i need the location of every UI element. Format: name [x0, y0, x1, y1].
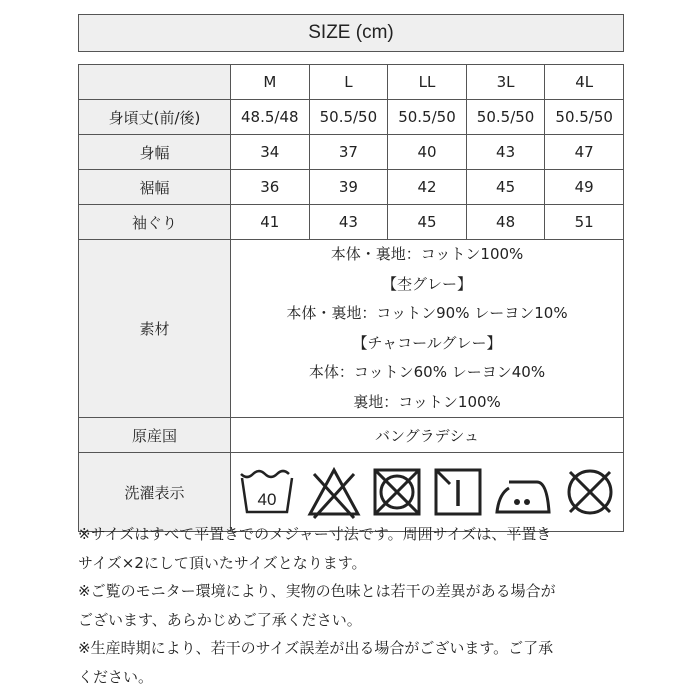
size-header-ll: LL	[388, 65, 467, 100]
material-line: 【杢グレー】	[381, 274, 472, 293]
no-bleach-icon	[306, 464, 362, 520]
header-corner-cell	[79, 65, 231, 100]
wash-temp-label: 40	[257, 490, 276, 509]
material-line: 本体・裏地：コットン90% レーヨン10%	[286, 304, 568, 322]
table-cell: 36	[231, 170, 310, 205]
row-label-body-length: 身頃丈(前/後)	[79, 100, 231, 135]
size-spec-table	[78, 64, 624, 532]
size-header-m: M	[231, 65, 310, 100]
note-line: ください。	[78, 667, 154, 686]
notes	[78, 520, 638, 692]
table-cell: 51	[545, 205, 624, 240]
table-cell: 34	[231, 135, 310, 170]
no-dry-clean-icon	[562, 464, 618, 520]
line-dry-shade-icon	[432, 464, 484, 520]
row-label-material: 素材	[79, 240, 231, 418]
table-row	[79, 100, 624, 135]
material-row	[79, 240, 624, 418]
row-label-hem-width: 裾幅	[79, 170, 231, 205]
note-line: ※生産時期により、若干のサイズ誤差が出る場合がございます。ご了承	[78, 639, 554, 658]
table-cell: 49	[545, 170, 624, 205]
size-header-4l: 4L	[545, 65, 624, 100]
table-cell: 47	[545, 135, 624, 170]
iron-medium-icon	[493, 464, 553, 520]
table-cell: 50.5/50	[545, 100, 624, 135]
table-cell: 43	[309, 205, 388, 240]
table-cell: 45	[466, 170, 545, 205]
table-cell: 48	[466, 205, 545, 240]
table-cell: 45	[388, 205, 467, 240]
table-cell: 42	[388, 170, 467, 205]
table-cell: 40	[388, 135, 467, 170]
table-row	[79, 135, 624, 170]
table-cell: 37	[309, 135, 388, 170]
size-header-3l: 3L	[466, 65, 545, 100]
table-header-row	[79, 65, 624, 100]
material-line: 本体・裏地：コットン100%	[330, 245, 524, 263]
row-label-origin: 原産国	[79, 418, 231, 453]
material-line: 裏地：コットン100%	[353, 392, 501, 411]
row-label-body-width: 身幅	[79, 135, 231, 170]
table-cell: 50.5/50	[388, 100, 467, 135]
wash-40-icon	[237, 464, 297, 520]
table-cell: 48.5/48	[231, 100, 310, 135]
material-cell	[231, 240, 624, 418]
no-tumble-dry-icon	[371, 464, 423, 520]
material-line: 本体：コットン60% レーヨン40%	[308, 363, 546, 381]
table-cell: 50.5/50	[309, 100, 388, 135]
table-row	[79, 205, 624, 240]
material-line: 【チャコールグレー】	[352, 333, 502, 352]
table-cell: 43	[466, 135, 545, 170]
origin-row	[79, 418, 624, 453]
table-cell: 41	[231, 205, 310, 240]
row-label-care: 洗濯表示	[79, 453, 231, 532]
note-line: ※サイズはすべて平置きでのメジャー寸法です。周囲サイズは、平置き	[78, 525, 552, 543]
origin-value: バングラデシュ	[231, 418, 624, 453]
size-title: SIZE (cm)	[308, 22, 394, 43]
note-line: ございます、あらかじめご了承ください。	[78, 610, 362, 629]
table-cell: 39	[309, 170, 388, 205]
table-cell: 50.5/50	[466, 100, 545, 135]
table-row	[79, 170, 624, 205]
size-header-l: L	[309, 65, 388, 100]
note-line: サイズ×2にして頂いたサイズとなります。	[78, 553, 367, 572]
note-line: ※ご覧のモニター環境により、実物の色味とは若干の差異がある場合が	[78, 582, 556, 601]
size-title-bar	[78, 14, 624, 52]
row-label-armhole: 袖ぐり	[79, 205, 231, 240]
